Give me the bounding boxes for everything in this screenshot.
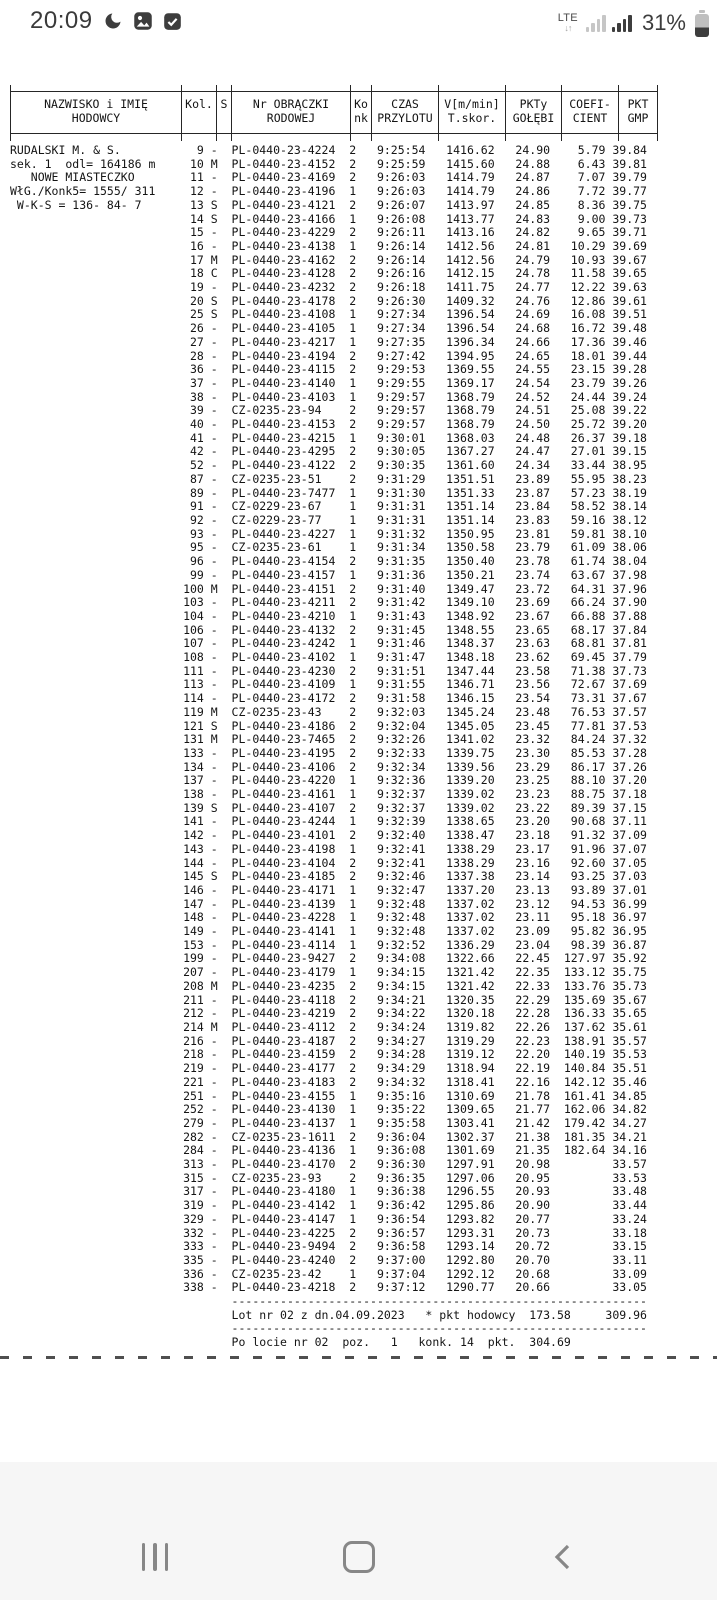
table-row: RUDALSKI M. & S. 9 - PL-0440-23-4224 2 9:25:54 1416.62 24.90 5.79 39.84 (10, 143, 647, 157)
page-separator (0, 1356, 717, 1359)
table-row: 38 - PL-0440-23-4103 1 9:29:57 1368.79 24.52 24.44 39.24 (10, 389, 647, 404)
header-stub (618, 85, 658, 91)
table-row: 144 - PL-0440-23-4104 2 9:32:41 1338.29 23.16 92.60 37.05 (10, 855, 647, 870)
table-row: 28 - PL-0440-23-4194 2 9:27:42 1394.95 24.65 18.01 39.44 (10, 348, 647, 363)
table-row: 137 - PL-0440-23-4220 1 9:32:36 1339.20 23.25 88.10 37.20 (10, 773, 647, 788)
table-summary (0, 1295, 717, 1350)
header-stub (561, 134, 618, 141)
table-row: 52 - PL-0440-23-4122 2 9:30:35 1361.60 24.34 33.44 38.95 (10, 458, 647, 473)
header-cell: S (216, 92, 231, 133)
table-row: 148 - PL-0440-23-4228 1 9:32:48 1337.02 23.11 95.18 36.97 (10, 910, 647, 925)
recents-icon (142, 1543, 169, 1571)
header-stub (505, 85, 561, 91)
header-stub (181, 134, 216, 141)
table-row: 143 - PL-0440-23-4198 1 9:32:41 1338.29 23.17 91.96 37.07 (10, 841, 647, 856)
table-row: 141 - PL-0440-23-4244 1 9:32:39 1338.65 23.20 90.68 37.11 (10, 814, 647, 829)
navigation-bar (0, 1462, 717, 1600)
table-row: 329 - PL-0440-23-4147 1 9:36:54 1293.82 20.77 33.24 (10, 1211, 647, 1226)
table-row: 216 - PL-0440-23-4187 2 9:34:27 1319.29 22.23 138.91 35.57 (10, 1033, 647, 1048)
table-row: 111 - PL-0440-23-4230 2 9:31:51 1347.44 23.58 71.38 37.73 (10, 663, 647, 678)
moon-icon (103, 11, 123, 31)
battery-icon (695, 10, 709, 37)
battery-percent: 31% (641, 10, 686, 36)
table-row: 133 - PL-0440-23-4195 2 9:32:33 1339.75 23.30 85.53 37.28 (10, 745, 647, 760)
back-chevron-icon (551, 1542, 573, 1572)
table-row: 153 - PL-0440-23-4114 1 9:32:52 1336.29 23.04 98.39 36.87 (10, 937, 647, 952)
table-row: 41 - PL-0440-23-4215 1 9:30:01 1368.03 24.48 26.37 39.18 (10, 430, 647, 445)
table-row: WłG./Konk5= 1555/ 311 12 - PL-0440-23-4196 1 9:26:03 1414.79 24.86 7.72 39.77 (10, 184, 647, 199)
table-row: 42 - PL-0440-23-4295 2 9:30:05 1367.27 24.47 27.01 39.15 (10, 444, 647, 459)
table-row: 91 - CZ-0229-23-67 1 9:31:31 1351.14 23.84 58.52 38.14 (10, 499, 647, 514)
table-row: 282 - CZ-0235-23-1611 2 9:36:04 1302.37 21.38 181.35 34.21 (10, 1129, 647, 1144)
header-cell: V[m/min] T.skor. (438, 92, 505, 133)
table-body (0, 144, 717, 1295)
header-cells (10, 91, 658, 134)
table-row: 214 M PL-0440-23-4112 2 9:34:24 1319.82 22.26 137.62 35.61 (10, 1020, 647, 1034)
table-header (10, 85, 658, 141)
table-row: 107 - PL-0440-23-4242 1 9:31:46 1348.37 23.63 68.81 37.81 (10, 636, 647, 651)
table-row: 142 - PL-0440-23-4101 2 9:32:40 1338.47 23.18 91.32 37.09 (10, 828, 647, 843)
header-bottom-stubs (10, 134, 658, 141)
header-stub (10, 134, 181, 141)
home-icon (343, 1541, 375, 1573)
table-row: 212 - PL-0440-23-4219 2 9:34:22 1320.18 22.28 136.33 35.65 (10, 1006, 647, 1021)
table-row: 335 - PL-0440-23-4240 2 9:37:00 1292.80 20.70 33.11 (10, 1252, 647, 1267)
header-stub (438, 134, 505, 141)
table-row: 219 - PL-0440-23-4177 2 9:34:29 1318.94 22.19 140.84 35.51 (10, 1061, 647, 1076)
table-row: 39 - CZ-0235-23-94 2 9:29:57 1368.79 24.51 25.08 39.22 (10, 403, 647, 418)
table-row: 18 C PL-0440-23-4128 2 9:26:16 1412.15 24.78 11.58 39.65 (10, 266, 647, 281)
signal-icon-2 (612, 14, 632, 32)
header-stub (371, 134, 438, 141)
table-row: 138 - PL-0440-23-4161 1 9:32:37 1339.02 23.23 88.75 37.18 (10, 787, 647, 802)
table-row: 36 - PL-0440-23-4115 2 9:29:53 1369.55 24.55 23.15 39.28 (10, 362, 647, 377)
table-row: 104 - PL-0440-23-4210 1 9:31:43 1348.92 23.67 66.88 37.88 (10, 608, 647, 623)
table-row: 26 - PL-0440-23-4105 1 9:27:34 1396.54 24.68 16.72 39.48 (10, 321, 647, 336)
table-row: 131 M PL-0440-23-7465 2 9:32:26 1341.02 23.32 84.24 37.32 (10, 732, 647, 747)
back-button[interactable] (547, 1542, 577, 1572)
table-row: 218 - PL-0440-23-4159 2 9:34:28 1319.12 22.20 140.19 35.53 (10, 1047, 647, 1062)
table-row: 199 - PL-0440-23-9427 2 9:34:08 1322.66 22.45 127.97 35.92 (10, 951, 647, 966)
table-row: 113 - PL-0440-23-4109 1 9:31:55 1346.71 23.56 72.67 37.69 (10, 677, 647, 692)
table-row: 332 - PL-0440-23-4225 2 9:36:57 1293.31 20.73 33.18 (10, 1225, 647, 1240)
table-row: 100 M PL-0440-23-4151 2 9:31:40 1349.47 23.72 64.31 37.96 (10, 581, 647, 596)
signal-icon-1 (586, 14, 606, 32)
header-stub (350, 134, 371, 141)
results-document[interactable] (0, 85, 717, 1359)
table-row: 93 - PL-0440-23-4227 1 9:31:32 1350.95 23.81 59.81 38.10 (10, 526, 647, 541)
table-row: 146 - PL-0440-23-4171 1 9:32:47 1337.20 23.13 93.89 37.01 (10, 882, 647, 897)
table-row: 221 - PL-0440-23-4183 2 9:34:32 1318.41 22.16 142.12 35.46 (10, 1074, 647, 1089)
header-stub (505, 134, 561, 141)
summary-total-line: Po locie nr 02 poz. 1 konk. 14 pkt. 304.69 (10, 1335, 571, 1350)
clock: 20:09 (30, 7, 93, 34)
header-cell: PKT GMP (618, 92, 658, 133)
lte-indicator: LTE ↓↑ (557, 12, 578, 34)
header-stub (216, 134, 231, 141)
status-bar (0, 0, 717, 46)
table-row: 139 S PL-0440-23-4107 2 9:32:37 1339.02 23.22 89.39 37.15 (10, 800, 647, 815)
table-row: 108 - PL-0440-23-4102 1 9:31:47 1348.18 23.62 69.45 37.79 (10, 650, 647, 665)
header-cell: CZAS PRZYLOTU (371, 92, 438, 133)
table-row: 106 - PL-0440-23-4132 2 9:31:45 1348.55 23.65 68.17 37.84 (10, 622, 647, 637)
header-stub (231, 85, 350, 91)
table-row: 96 - PL-0440-23-4154 2 9:31:35 1350.40 23.78 61.74 38.04 (10, 554, 647, 569)
table-row: 99 - PL-0440-23-4157 1 9:31:36 1350.21 23.74 63.67 37.98 (10, 567, 647, 582)
home-button[interactable] (343, 1542, 375, 1572)
table-row: 149 - PL-0440-23-4141 1 9:32:48 1337.02 23.09 95.82 36.95 (10, 924, 647, 939)
table-row: 103 - PL-0440-23-4211 2 9:31:42 1349.10 23.69 66.24 37.90 (10, 595, 647, 610)
header-cell: Ko nk (350, 92, 371, 133)
header-stub (561, 85, 618, 91)
gallery-icon (133, 11, 153, 31)
header-cell: Kol. (181, 92, 216, 133)
header-cell: NAZWISKO i IMIĘ HODOWCY (10, 92, 181, 133)
table-row: 134 - PL-0440-23-4106 2 9:32:34 1339.56 23.29 86.17 37.26 (10, 759, 647, 774)
table-row: 114 - PL-0440-23-4172 2 9:31:58 1346.15 23.54 73.31 37.67 (10, 691, 647, 706)
table-row: 251 - PL-0440-23-4155 1 9:35:16 1310.69 21.78 161.41 34.85 (10, 1088, 647, 1103)
table-row: 17 M PL-0440-23-4162 2 9:26:14 1412.56 24.79 10.93 39.67 (10, 252, 647, 267)
header-stub (438, 85, 505, 91)
table-row: 284 - PL-0440-23-4136 1 9:36:08 1301.69 21.35 182.64 34.16 (10, 1143, 647, 1158)
header-cell: Nr OBRĄCZKI RODOWEJ (231, 92, 350, 133)
table-row: 25 S PL-0440-23-4108 1 9:27:34 1396.54 24.69 16.08 39.51 (10, 307, 647, 322)
data-arrows-icon: ↓↑ (564, 23, 572, 34)
recents-button[interactable] (140, 1542, 170, 1572)
table-row: 87 - CZ-0235-23-51 2 9:31:29 1351.51 23.89 55.95 38.23 (10, 471, 647, 486)
table-row: 338 - PL-0440-23-4218 2 9:37:12 1290.77 20.66 33.05 (10, 1280, 647, 1295)
check-icon (163, 12, 182, 31)
header-stub (231, 134, 350, 141)
table-row: 40 - PL-0440-23-4153 2 9:29:57 1368.79 24.50 25.72 39.20 (10, 417, 647, 432)
summary-lot-line: Lot nr 02 z dn.04.09.2023 * pkt hodowcy 173.58 309.96 (10, 1307, 647, 1322)
table-row: 19 - PL-0440-23-4232 2 9:26:18 1411.75 24.77 12.22 39.63 (10, 280, 647, 295)
table-row: 208 M PL-0440-23-4235 2 9:34:15 1321.42 22.33 133.76 35.73 (10, 978, 647, 993)
table-row: 145 S PL-0440-23-4185 2 9:32:46 1337.38 23.14 93.25 37.03 (10, 869, 647, 884)
table-row: 119 M CZ-0235-23-43 2 9:32:03 1345.24 23.48 76.53 37.57 (10, 704, 647, 719)
table-row: 16 - PL-0440-23-4138 1 9:26:14 1412.56 24.81 10.29 39.69 (10, 238, 647, 253)
table-row: 15 - PL-0440-23-4229 2 9:26:11 1413.16 24.82 9.65 39.71 (10, 225, 647, 240)
table-row: 313 - PL-0440-23-4170 2 9:36:30 1297.91 20.98 33.57 (10, 1157, 647, 1172)
header-cell: COEFI- CIENT (561, 92, 618, 133)
header-stub (371, 85, 438, 91)
summary-divider: ------------------------------------------------------------ (10, 1294, 647, 1309)
header-stub (618, 134, 658, 141)
header-top-stubs (10, 85, 658, 91)
table-row: 279 - PL-0440-23-4137 1 9:35:58 1303.41 21.42 179.42 34.27 (10, 1115, 647, 1130)
header-cell: PKTy GOŁĘBI (505, 92, 561, 133)
table-row: 20 S PL-0440-23-4178 2 9:26:30 1409.32 24.76 12.86 39.61 (10, 293, 647, 308)
table-row: 37 - PL-0440-23-4140 1 9:29:55 1369.17 24.54 23.79 39.26 (10, 375, 647, 390)
table-row: sek. 1 odl= 164186 m 10 M PL-0440-23-4152 2 9:25:59 1415.60 24.88 6.43 39.81 (10, 156, 647, 171)
header-stub (350, 85, 371, 91)
table-row: 333 - PL-0440-23-9494 2 9:36:58 1293.14 20.72 33.15 (10, 1239, 647, 1254)
table-row: NOWE MIASTECZKO 11 - PL-0440-23-4169 2 9:26:03 1414.79 24.87 7.07 39.79 (10, 170, 647, 185)
header-stub (10, 85, 181, 91)
table-row: 319 - PL-0440-23-4142 1 9:36:42 1295.86 20.90 33.44 (10, 1198, 647, 1213)
header-stub (181, 85, 216, 91)
table-row: W-K-S = 136- 84- 7 13 S PL-0440-23-4121 2 9:26:07 1413.97 24.85 8.36 39.75 (10, 197, 647, 212)
table-row: 95 - CZ-0235-23-61 1 9:31:34 1350.58 23.79 61.09 38.06 (10, 540, 647, 555)
table-row: 14 S PL-0440-23-4166 1 9:26:08 1413.77 24.83 9.00 39.73 (10, 211, 647, 226)
table-row: 89 - PL-0440-23-7477 1 9:31:30 1351.33 23.87 57.23 38.19 (10, 485, 647, 500)
table-row: 207 - PL-0440-23-4179 1 9:34:15 1321.42 22.35 133.12 35.75 (10, 965, 647, 980)
table-row: 147 - PL-0440-23-4139 1 9:32:48 1337.02 23.12 94.53 36.99 (10, 896, 647, 911)
table-row: 317 - PL-0440-23-4180 1 9:36:38 1296.55 20.93 33.48 (10, 1184, 647, 1199)
table-row: 315 - CZ-0235-23-93 2 9:36:35 1297.06 20.95 33.53 (10, 1170, 647, 1185)
table-row: 121 S PL-0440-23-4186 2 9:32:04 1345.05 23.45 77.81 37.53 (10, 718, 647, 733)
header-stub (216, 85, 231, 91)
summary-divider: ------------------------------------------------------------ (10, 1321, 647, 1336)
table-row: 336 - CZ-0235-23-42 1 9:37:04 1292.12 20.68 33.09 (10, 1266, 647, 1281)
table-row: 92 - CZ-0229-23-77 1 9:31:31 1351.14 23.83 59.16 38.12 (10, 512, 647, 527)
table-row: 27 - PL-0440-23-4217 1 9:27:35 1396.34 24.66 17.36 39.46 (10, 334, 647, 349)
table-row: 252 - PL-0440-23-4130 1 9:35:22 1309.65 21.77 162.06 34.82 (10, 1102, 647, 1117)
table-row: 211 - PL-0440-23-4118 2 9:34:21 1320.35 22.29 135.69 35.67 (10, 992, 647, 1007)
